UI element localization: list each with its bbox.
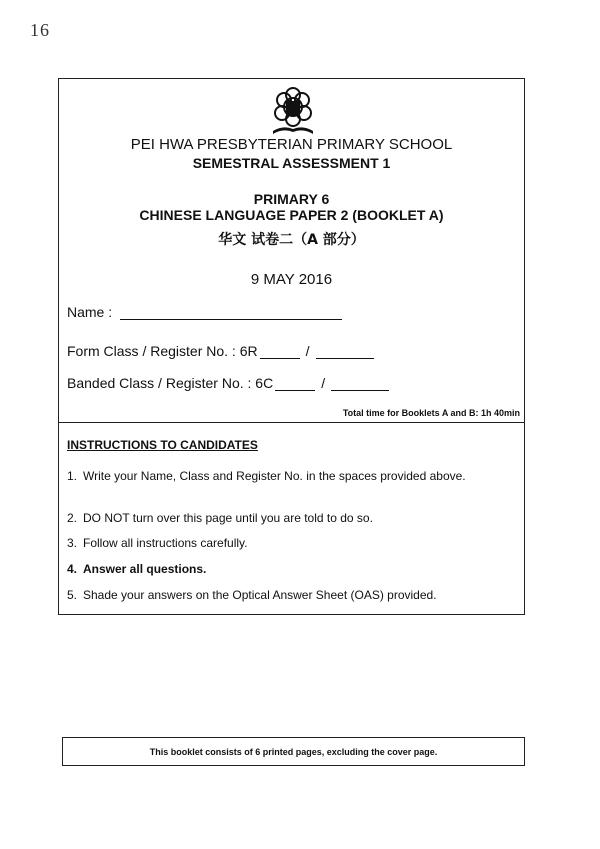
cover-frame: [58, 78, 525, 615]
banded-class-field[interactable]: [67, 375, 389, 391]
form-class-line[interactable]: [260, 344, 300, 359]
name-field[interactable]: [67, 304, 342, 320]
total-time-note: Total time for Booklets A and B: 1h 40min: [342, 408, 520, 418]
instruction-text: Answer all questions.: [83, 562, 207, 576]
instructions-title: INSTRUCTIONS TO CANDIDATES: [67, 438, 258, 452]
instruction-number: 1.: [67, 469, 78, 483]
banded-register-line[interactable]: [331, 376, 389, 391]
instruction-item: [67, 511, 507, 526]
banded-class-separator: /: [321, 375, 326, 391]
form-register-line[interactable]: [316, 344, 374, 359]
school-logo-icon: [267, 85, 319, 141]
instruction-item: [67, 588, 507, 603]
page-corner-mark: 16: [30, 20, 50, 40]
instruction-item: [67, 562, 507, 577]
form-class-field[interactable]: [67, 343, 374, 359]
paper-title-chinese: 华文 试卷二（A 部分）: [218, 232, 365, 248]
instruction-text: Write your Name, Class and Register No. in the spaces provided above.: [83, 469, 466, 483]
name-label: Name :: [67, 304, 113, 320]
section-divider: [59, 422, 524, 423]
paper-title: CHINESE LANGUAGE PAPER 2 (BOOKLET A): [139, 207, 444, 223]
instruction-item: [67, 536, 507, 551]
instruction-number: 4.: [67, 562, 78, 576]
page-count-note: This booklet consists of 6 printed pages, excluding the cover page.: [62, 737, 525, 766]
level-title: PRIMARY 6: [253, 191, 330, 207]
name-line[interactable]: [120, 305, 342, 320]
school-name: PEI HWA PRESBYTERIAN PRIMARY SCHOOL: [130, 136, 453, 153]
instruction-text: Shade your answers on the Optical Answer Sheet (OAS) provided.: [83, 588, 437, 602]
instruction-text: DO NOT turn over this page until you are told to do so.: [83, 511, 373, 525]
instruction-number: 3.: [67, 536, 78, 550]
form-class-label: Form Class / Register No. : 6R: [67, 343, 258, 359]
form-class-separator: /: [305, 343, 310, 359]
assessment-title: SEMESTRAL ASSESSMENT 1: [192, 155, 391, 171]
banded-class-label: Banded Class / Register No. : 6C: [67, 375, 274, 391]
instruction-number: 5.: [67, 588, 78, 602]
instruction-item: [67, 469, 507, 484]
instruction-number: 2.: [67, 511, 78, 525]
instruction-text: Follow all instructions carefully.: [83, 536, 248, 550]
banded-class-line[interactable]: [275, 376, 315, 391]
exam-date: 9 MAY 2016: [250, 271, 333, 288]
